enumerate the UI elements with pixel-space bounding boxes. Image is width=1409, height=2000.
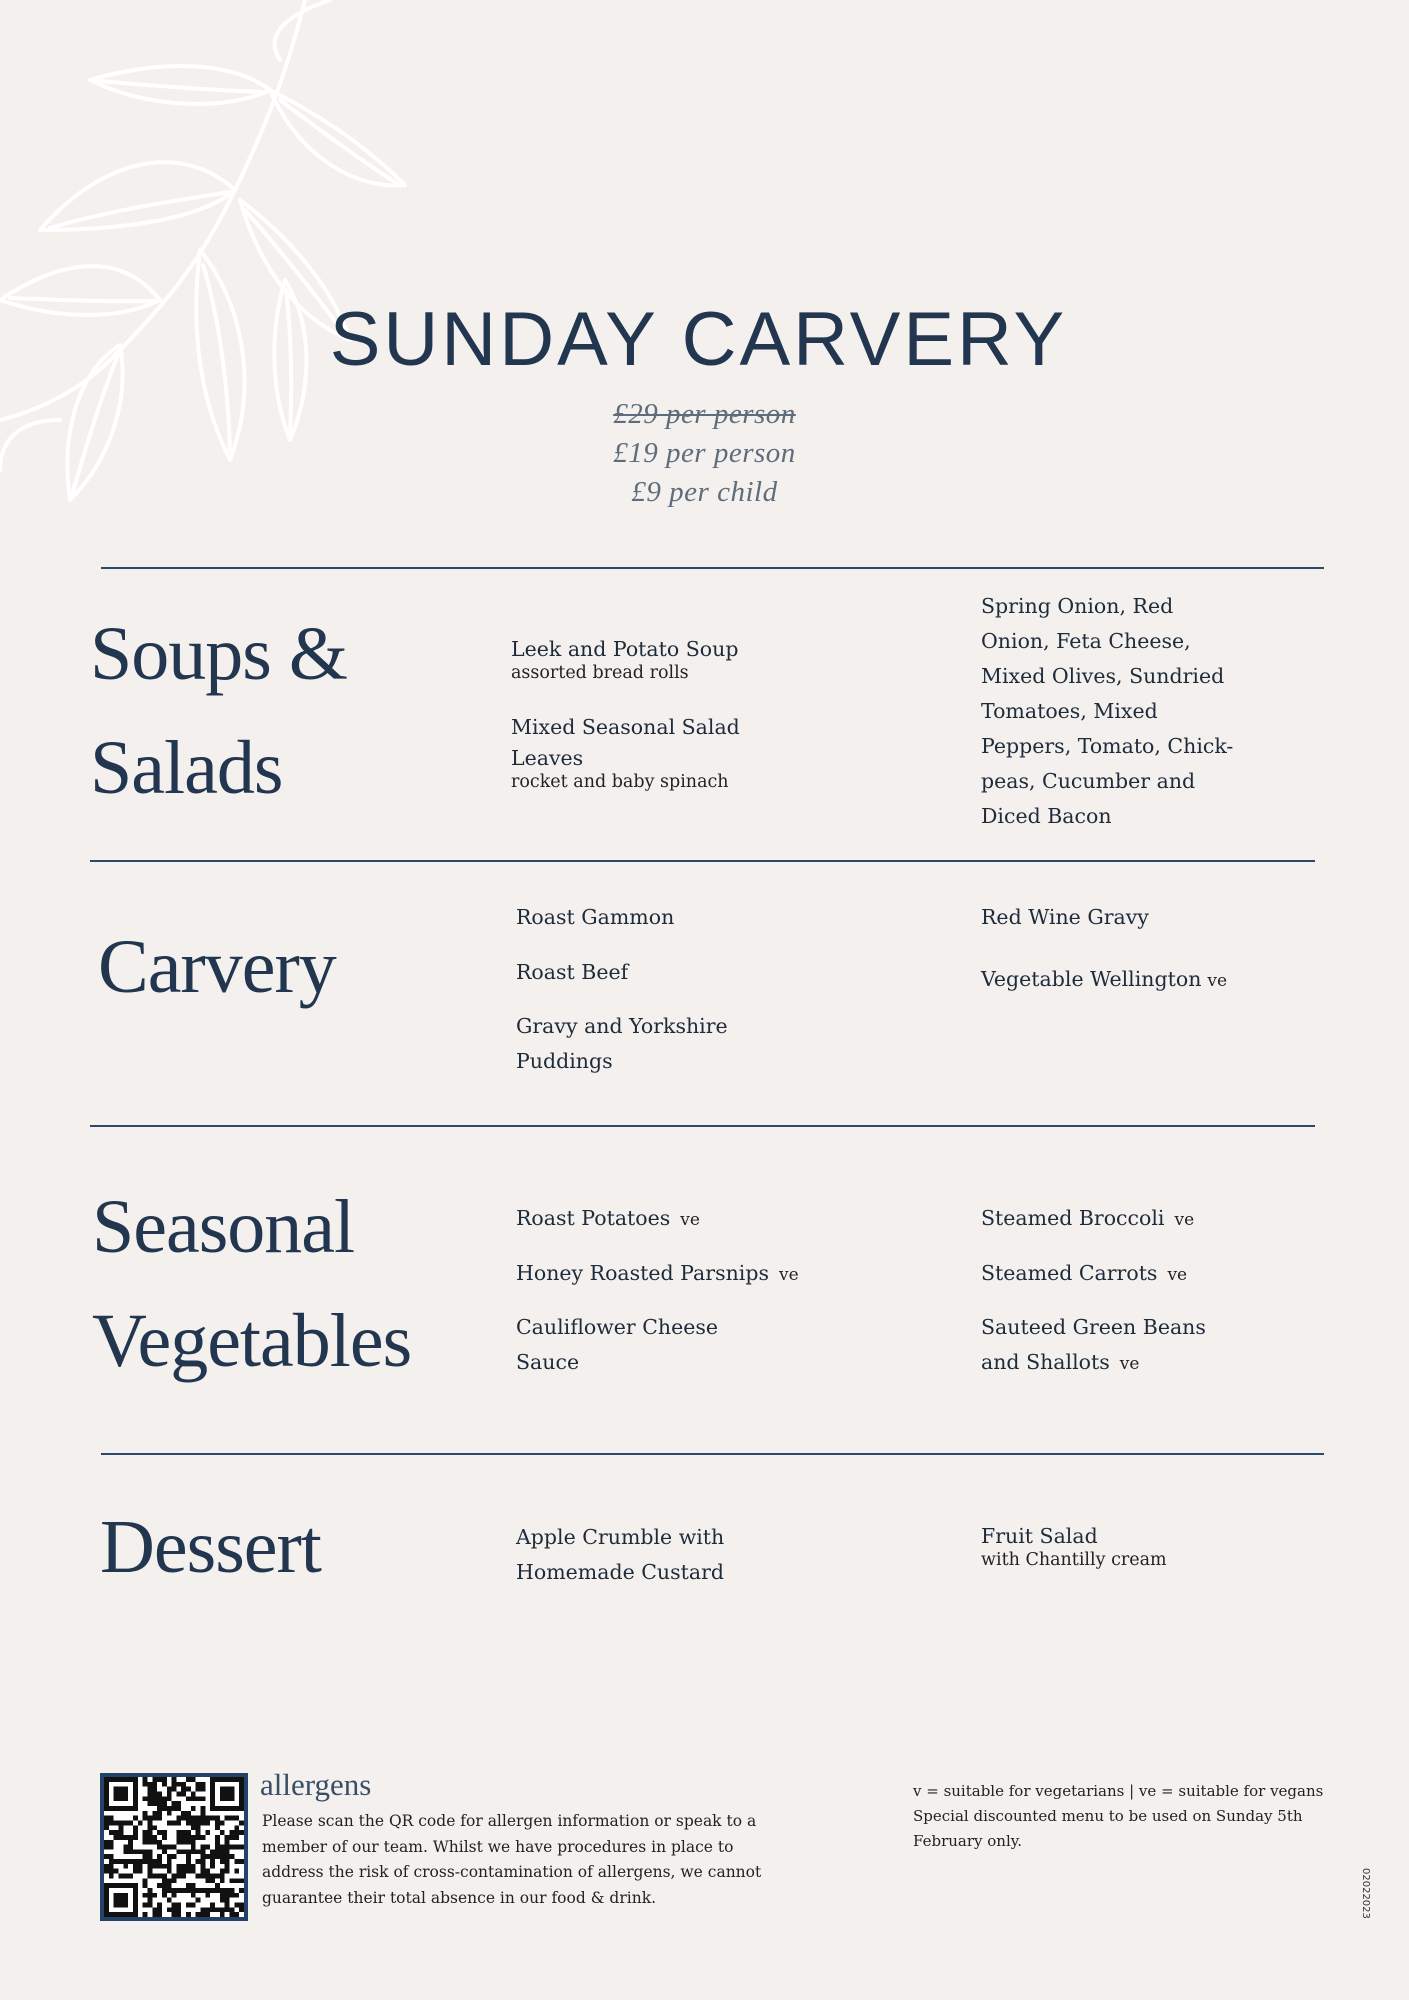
menu-item: Leek and Potato Soup assorted bread rolls: [511, 637, 739, 683]
qr-pattern: [104, 1777, 244, 1917]
allergen-qr-code[interactable]: [100, 1773, 248, 1921]
menu-item: Apple Crumble with Homemade Custard: [516, 1525, 725, 1584]
menu-item: Red Wine Gravy: [981, 905, 1149, 929]
dietary-legend: [913, 1779, 1353, 1854]
menu-item: Mixed Seasonal Salad Leaves rocket and baby spinach: [511, 715, 740, 792]
salad-toppings: Spring Onion, Red Onion, Feta Cheese, Mixed Olives, Sundried Tomatoes, Mixed Peppers, Tomato, Chick-peas, Cucumber and Diced Bacon: [981, 594, 1234, 828]
section-title-carvery: Carvery: [98, 925, 336, 1009]
menu-item: Cauliflower Cheese Sauce: [516, 1315, 719, 1374]
menu-item: Fruit Salad with Chantilly cream: [981, 1524, 1167, 1570]
section-title-dessert: Dessert: [100, 1505, 321, 1589]
menu-note: Special discounted menu to be used on Sunday 5th February only.: [913, 1807, 1303, 1850]
allergens-heading: allergens: [260, 1767, 372, 1802]
divider: [101, 567, 1324, 569]
menu-item: Vegetable Wellington ve: [981, 967, 1228, 991]
menu-item: Steamed Carrots ve: [981, 1261, 1188, 1285]
allergens-text: Please scan the QR code for allergen information or speak to a member of our team. Whilst we have procedures in place to address the risk of cross-contamination of allergens, we cannot guarantee their total absence in our food & drink.: [262, 1812, 762, 1907]
child-price: £9 per child: [631, 476, 778, 508]
section-title-soups: Soups & Salads: [90, 612, 347, 810]
menu-item: Steamed Broccoli ve: [981, 1206, 1195, 1230]
menu-item: Gravy and Yorkshire Puddings: [516, 1014, 728, 1073]
old-price: £29 per person: [613, 398, 796, 430]
divider: [90, 860, 1315, 862]
section-title-vegetables: Seasonal Vegetables: [92, 1185, 412, 1383]
divider: [90, 1125, 1315, 1127]
menu-item: Sauteed Green Beans and Shallots ve: [981, 1315, 1206, 1374]
menu-item: Roast Gammon: [516, 905, 675, 929]
legend-text: v = suitable for vegetarians | ve = suitable for vegans: [913, 1782, 1324, 1800]
menu-item: Roast Beef: [516, 960, 629, 984]
menu-item: Roast Potatoes ve: [516, 1206, 700, 1230]
document-code: 02022023: [1360, 1868, 1371, 1919]
adult-price: £19 per person: [613, 437, 796, 469]
divider: [101, 1453, 1324, 1455]
menu-item: Honey Roasted Parsnips ve: [516, 1261, 799, 1285]
menu-title: SUNDAY CARVERY: [329, 297, 1068, 382]
